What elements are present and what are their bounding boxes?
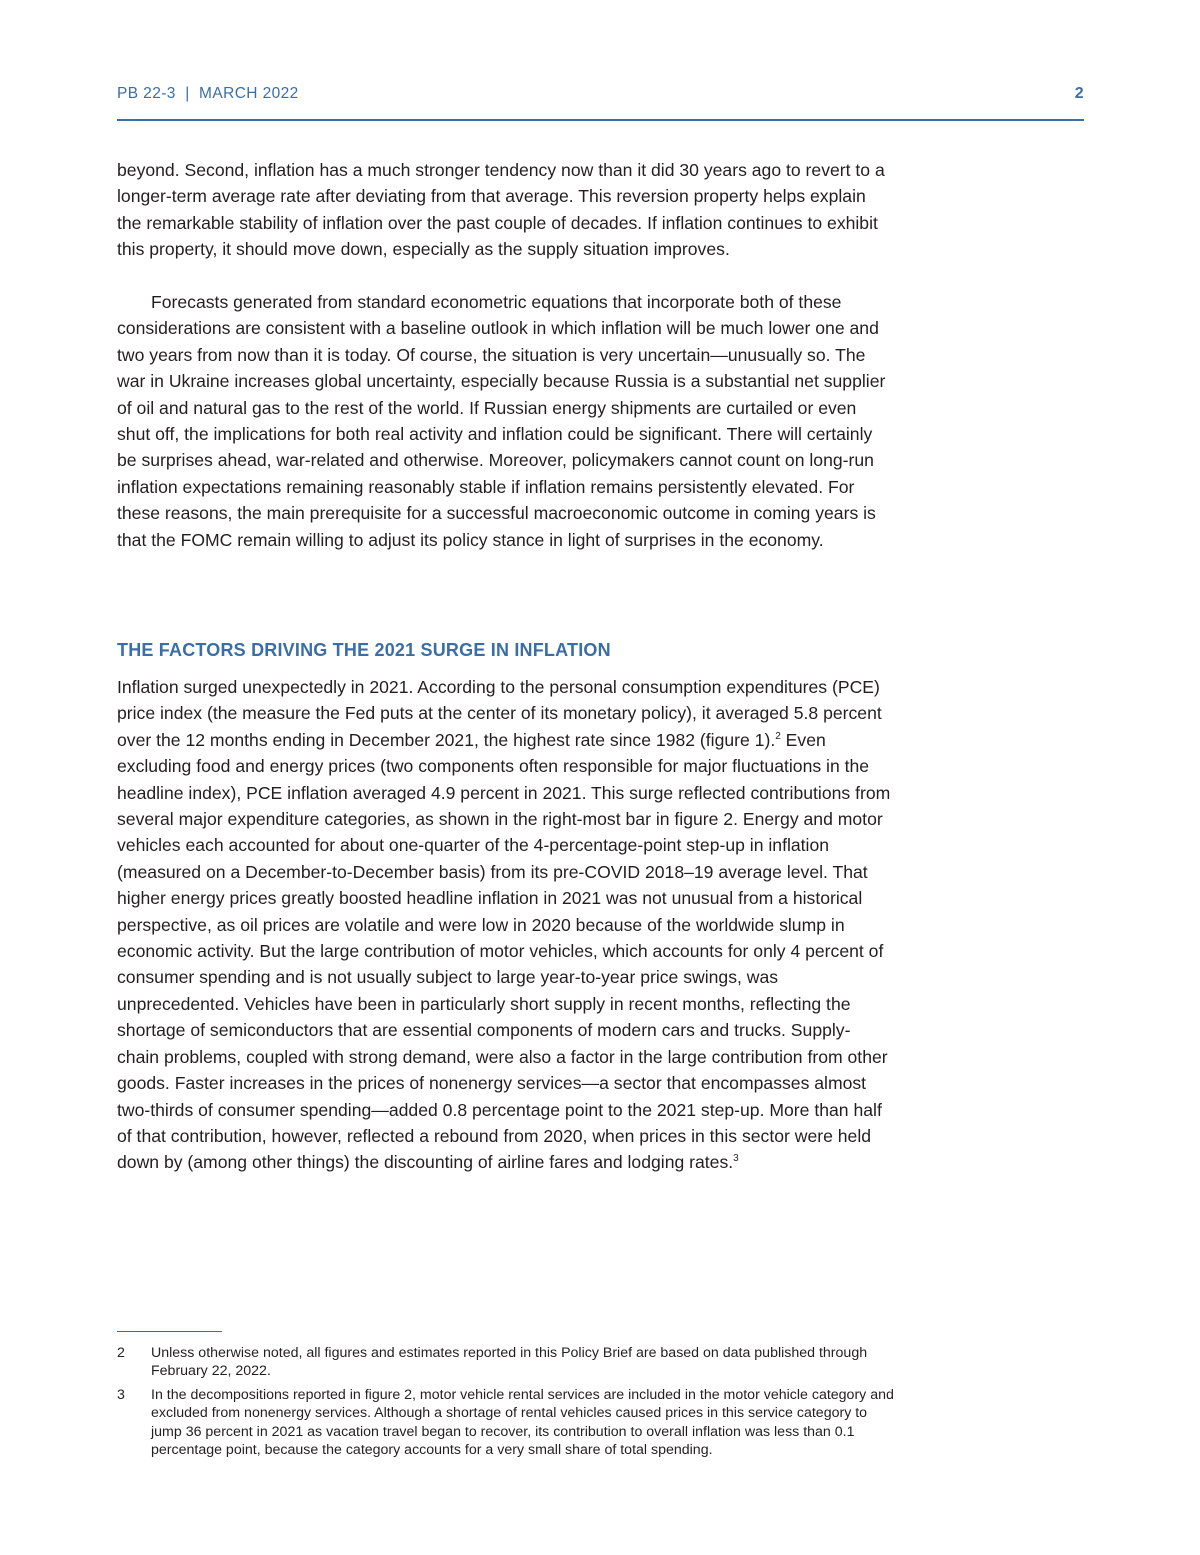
- footnote-number: 3: [117, 1387, 125, 1403]
- footnote-ref-2[interactable]: 2: [775, 730, 781, 742]
- footnote-text: In the decompositions reported in figure 2, motor vehicle rental services are included in the motor vehicle category and excluded from nonenergy services. Although a shortage of rental vehicles caused prices in this service category to jump 36 percent in 2021 as vacation travel began to recover, its contribution to overall inflation was less than 0.1 percentage point, because the category accounts for a very small share of total spending.: [151, 1387, 894, 1459]
- footnote-3: [117, 1386, 897, 1460]
- footnote-text: Unless otherwise noted, all figures and estimates reported in this Policy Brief are based on data published through February 22, 2022.: [151, 1345, 868, 1380]
- paragraph-text-part-b: Even excluding food and energy prices (two components often responsible for major fluctuations in the headline index), PCE inflation averaged 4.9 percent in 2021. This surge reflected contributions from several major expenditure categories, as shown in the right-most bar in figure 2. Energy and motor vehicles each accounted for about one-quarter of the 4-percentage-point step-up in inflation (measured on a December-to-December basis) from its pre-COVID 2018–19 average level. That higher energy prices greatly boosted headline inflation in 2021 was not unusual from a historical perspective, as oil prices are volatile and were low in 2020 because of the worldwide slump in economic activity. But the large contribution of motor vehicles, which accounts for only 4 percent of consumer spending and is not usually subject to large year-to-year price swings, was unprecedented. Vehicles have been in particularly short supply in recent months, reflecting the shortage of semiconductors that are essential components of modern cars and trucks. Supply-chain problems, coupled with strong demand, were also a factor in the large contribution from other goods. Faster increases in the prices of nonenergy services—a sector that encompasses almost two-thirds of consumer spending—added 0.8 percentage point to the 2021 step-up. More than half of that contribution, however, reflected a rebound from 2020, when prices in this sector were held down by (among other things) the discounting of airline fares and lodging rates.: [117, 729, 891, 1173]
- footnote-2: [117, 1344, 897, 1381]
- running-header: [117, 82, 1084, 108]
- paragraph-text: [117, 674, 892, 1176]
- body-paragraph-3: [117, 674, 892, 1176]
- footnote-number: 2: [117, 1345, 125, 1361]
- header-rule: [117, 119, 1084, 121]
- body-paragraph-1: [117, 157, 892, 263]
- paragraph-text: Forecasts generated from standard econometric equations that incorporate both of these considerations are consistent with a baseline outlook in which inflation will be much lower one and two years from now than it is today. Of course, the situation is very uncertain—unusually so. The war in Ukraine increases global uncertainty, especially because Russia is a substantial net supplier of oil and natural gas to the rest of the world. If Russian energy shipments are curtailed or even shut off, the implications for both real activity and inflation could be significant. There will certainly be surprises ahead, war-related and otherwise. Moreover, policymakers cannot count on long-run inflation expectations remaining reasonably stable if inflation remains persistently elevated. For these reasons, the main prerequisite for a successful macroeconomic outcome in coming years is that the FOMC remain willing to adjust its policy stance in light of surprises in the economy.: [117, 292, 886, 550]
- paragraph-text: beyond. Second, inflation has a much stronger tendency now than it did 30 years ago to revert to a longer-term average rate after deviating from that average. This reversion property helps explain the remarkable stability of inflation over the past couple of decades. If inflation continues to exhibit this property, it should move down, especially as the supply situation improves.: [117, 160, 885, 260]
- section-heading: THE FACTORS DRIVING THE 2021 SURGE IN INFLATION: [117, 640, 611, 660]
- footnote-rule: [117, 1331, 222, 1332]
- page-number: 2: [1074, 85, 1084, 102]
- paragraph-text-part-a: Inflation surged unexpectedly in 2021. According to the personal consumption expenditures (PCE) price index (the measure the Fed puts at the center of its monetary policy), it averaged 5.8 percent over the 12 months ending in December 2021, the highest rate since 1982 (figure 1).: [117, 677, 882, 750]
- footnote-ref-3[interactable]: 3: [733, 1153, 739, 1165]
- header-issue-date: PB 22-3 | MARCH 2022: [117, 85, 299, 102]
- body-paragraph-2: [117, 289, 892, 553]
